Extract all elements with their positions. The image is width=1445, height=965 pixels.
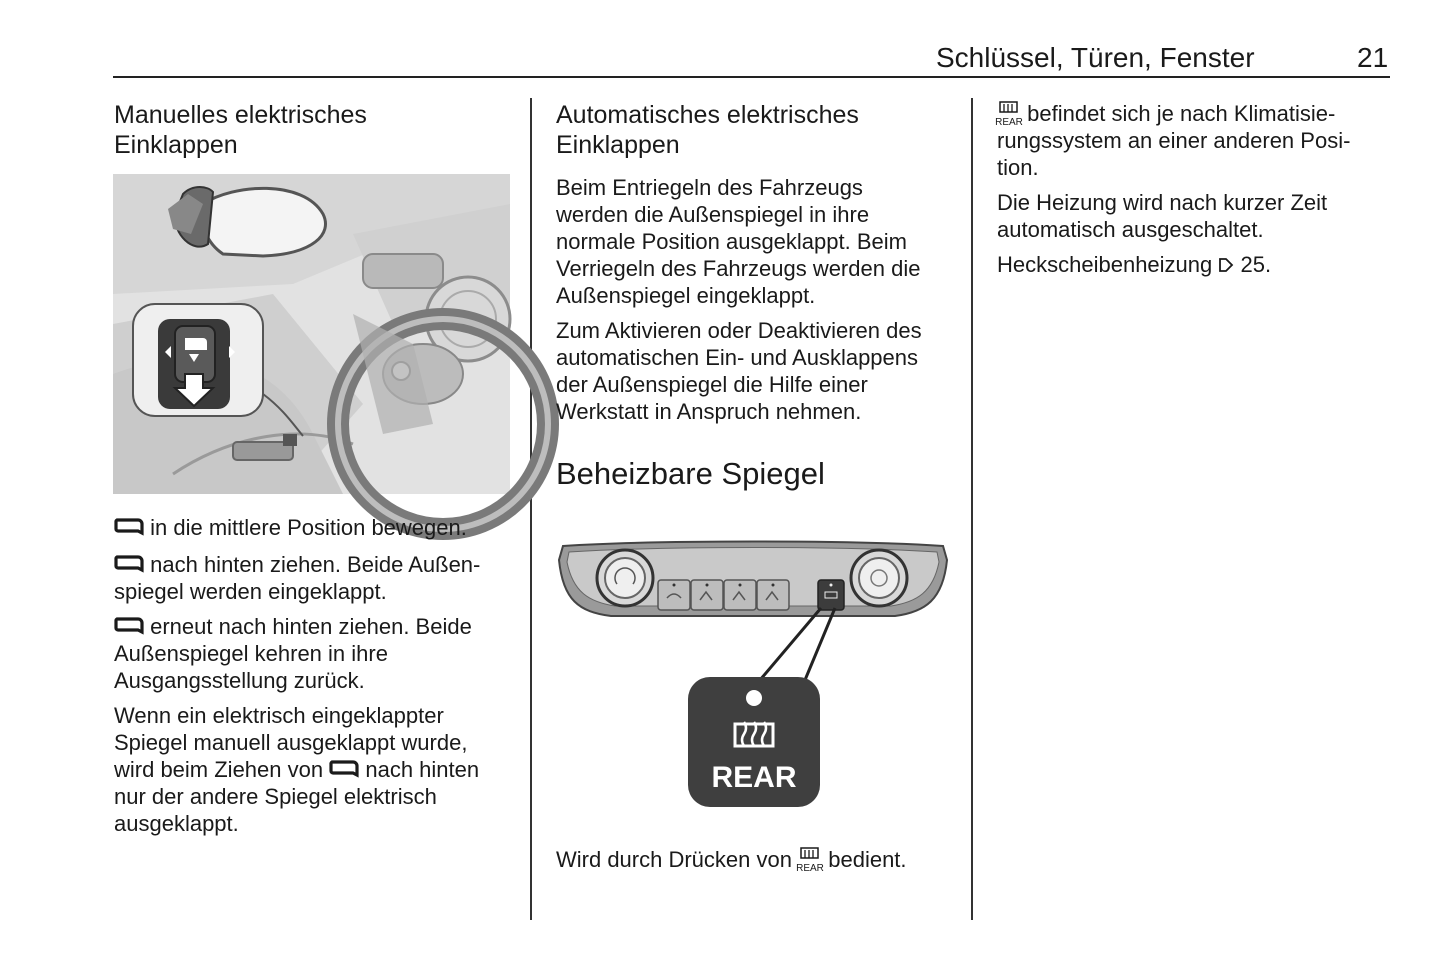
paragraph: Wenn ein elektrisch eingeklappter Spiegel manuell ausgeklappt wurde, wird beim Ziehen von nach hinten nur der andere Spiegel elektrisch ausgeklappt. — [114, 703, 480, 836]
svg-text:REAR: REAR — [995, 117, 1023, 128]
mirror-switch-icon — [114, 617, 144, 635]
section-title-heated-mirrors: Beheizbare Spiegel — [556, 456, 825, 491]
paragraph: erneut nach hinten ziehen. Beide Außenspiegel kehren in ihre Ausgangsstellung zurück. — [114, 614, 472, 693]
paragraph: REAR befindet sich je nach Klimatisie- rungssystem an einer anderen Posi- tion. — [995, 101, 1351, 180]
column-divider-1 — [530, 98, 532, 920]
column-1 — [114, 100, 514, 174]
page-header-title: Schlüssel, Türen, Fenster — [936, 42, 1255, 73]
column-2 — [556, 100, 956, 433]
section-heading-automatic: Automatisches elektrisches Einklappen — [556, 101, 859, 159]
column-divider-2 — [971, 98, 973, 920]
car-interior-drawing — [113, 174, 510, 494]
mirror-switch-illustration — [113, 174, 510, 494]
page-reference-arrow-icon — [1218, 256, 1234, 274]
paragraph: Wird durch Drücken von REAR bedient. — [556, 847, 907, 874]
page-number: 21 — [1357, 42, 1389, 73]
rear-defrost-icon — [796, 847, 825, 874]
paragraph: Beim Entriegeln des Fahrzeugs werden die Außenspiegel in ihre normale Position ausgeklappt. Beim Verriegeln des Fahrzeugs werden die Außenspiegel eingeklappt. — [556, 175, 921, 308]
paragraph: Die Heizung wird nach kurzer Zeit automatisch ausgeschaltet. — [997, 190, 1328, 242]
cross-reference: Heckscheibenheizung 25. — [997, 252, 1272, 277]
paragraph: Zum Aktivieren oder Deaktivieren des automatischen Ein- und Ausklappens der Außenspiegel die Hilfe einer Werkstatt in Anspruch nehmen. — [556, 318, 922, 424]
paragraph: nach hinten ziehen. Beide Außen- spiegel werden eingeklappt. — [114, 552, 481, 604]
climate-control-panel — [555, 540, 951, 810]
mirror-switch-icon — [329, 760, 359, 778]
climate-panel-illustration — [555, 540, 951, 810]
section-heading-manual: Manuelles elektrisches Einklappen — [114, 101, 367, 159]
mirror-switch-icon — [114, 555, 144, 573]
column-1-body — [114, 514, 519, 845]
column-3 — [997, 100, 1392, 286]
header-rule — [113, 76, 1390, 78]
svg-text:REAR: REAR — [796, 863, 825, 874]
caption — [556, 846, 956, 881]
rear-button-label: REAR — [711, 761, 797, 794]
paragraph: in die mittlere Position bewegen. — [114, 514, 519, 541]
rear-defrost-icon — [997, 101, 1021, 127]
mirror-switch-icon — [114, 518, 144, 536]
